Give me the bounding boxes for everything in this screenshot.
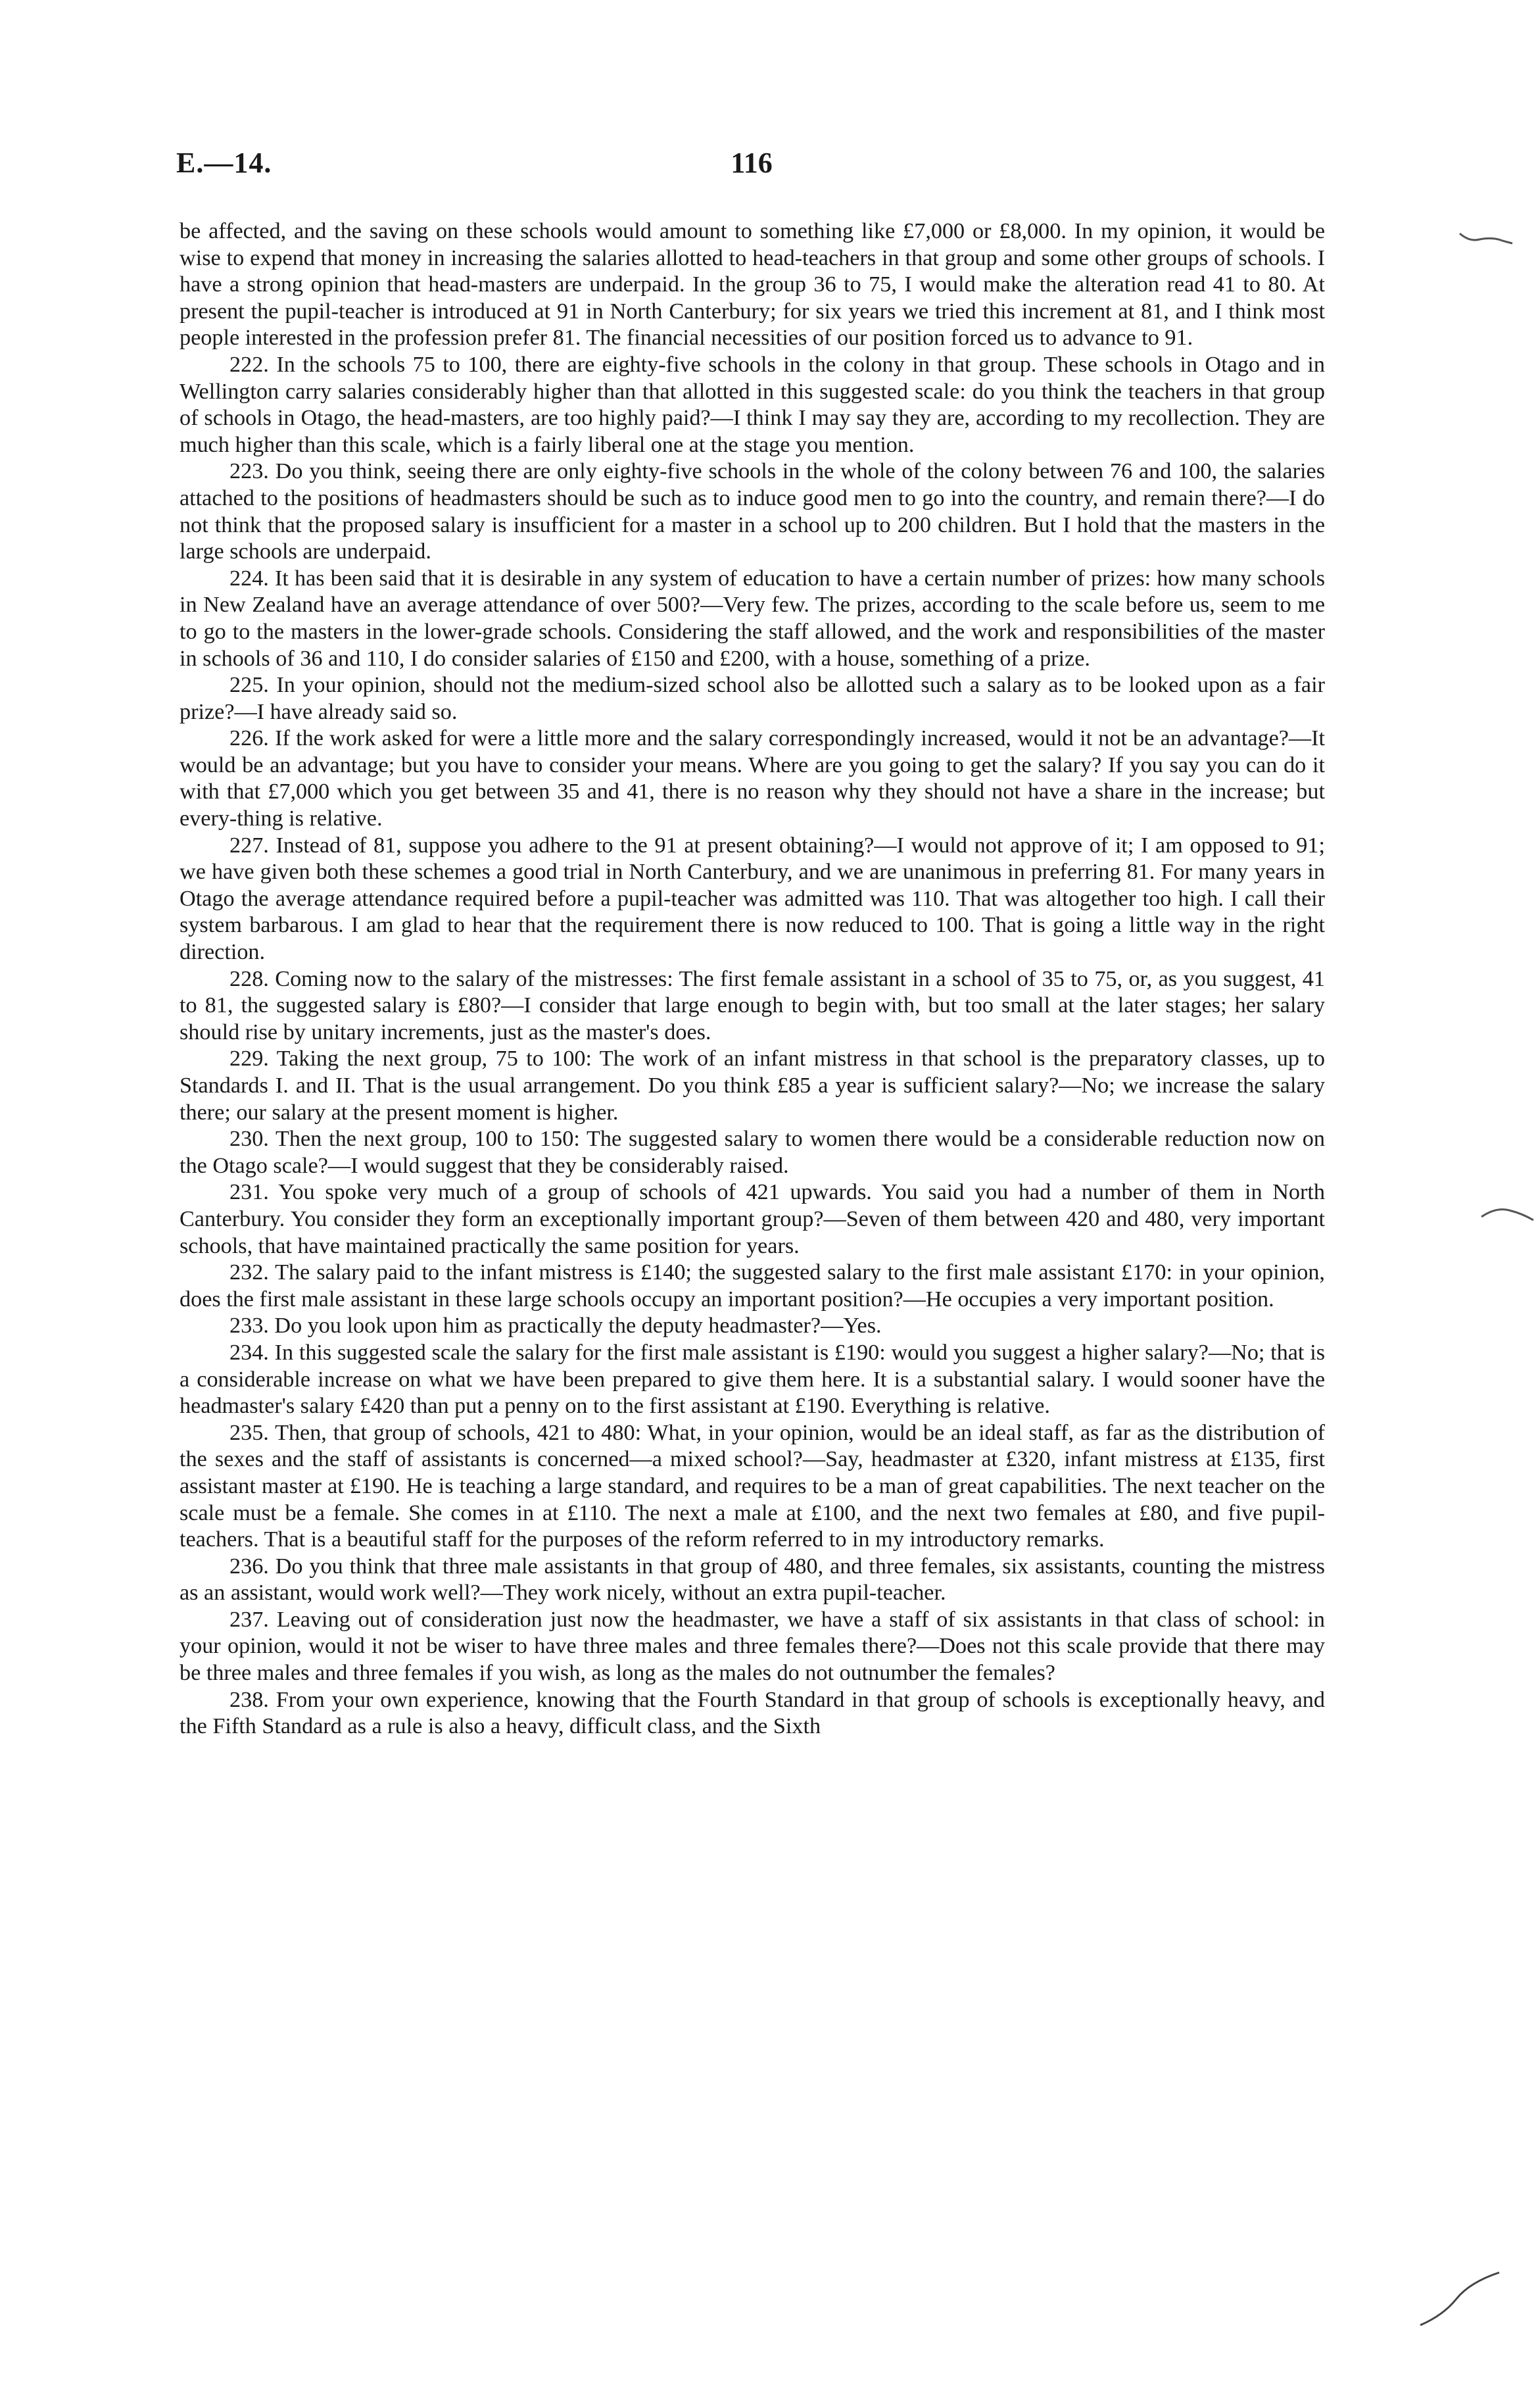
margin-pen-mark bbox=[1479, 1200, 1535, 1227]
question-234 bbox=[180, 1340, 1325, 1420]
paragraph-text: From your own experience, knowing that the Fourth Standard in that group of schools is exceptionally heavy, and the Fifth Standard as a rule is also a heavy, difficult class, and the Sixth bbox=[180, 1687, 1325, 1739]
question-235 bbox=[180, 1420, 1325, 1554]
question-number: 231. bbox=[229, 1180, 269, 1205]
question-number: 233. bbox=[229, 1314, 269, 1339]
question-number: 222. bbox=[229, 352, 269, 377]
question-number: 230. bbox=[229, 1127, 269, 1152]
question-223 bbox=[180, 458, 1325, 565]
question-number: 223. bbox=[229, 459, 269, 484]
paragraph-text: Coming now to the salary of the mistresses: The first female assistant in a school of 35 to 75, or, as you suggest, 41 to 81, the suggested salary is £80?—I consider that large enough to begin with, but too small at the later stages; her salary should rise by unitary increments, just as the master's does. bbox=[180, 966, 1325, 1044]
margin-pen-mark bbox=[1456, 224, 1516, 250]
question-number: 225. bbox=[229, 673, 269, 698]
question-226 bbox=[180, 725, 1325, 832]
question-228 bbox=[180, 966, 1325, 1046]
document-code: E.—14. bbox=[176, 147, 272, 179]
question-227 bbox=[180, 833, 1325, 966]
question-231 bbox=[180, 1179, 1325, 1260]
question-number: 229. bbox=[229, 1046, 269, 1071]
paragraph-text: Instead of 81, suppose you adhere to the 91 at present obtaining?—I would not approve of it; I am opposed to 91; we have given both these schemes a good trial in North Canterbury, and we are unanimous in preferring 81. For many years in Otago the average attendance required before a pupil-teacher was admitted was 110. That was altogether too high. I call their system barbarous. I am glad to hear that the requirement there is now reduced to 100. That is going a little way in the right direction. bbox=[180, 833, 1325, 965]
question-237 bbox=[180, 1607, 1325, 1687]
question-222 bbox=[180, 352, 1325, 458]
paragraph-text: Do you think, seeing there are only eighty-five schools in the whole of the colony between 76 and 100, the salaries attached to the positions of headmasters should be such as to induce good men to go into the country, and remain there?—I do not think that the proposed salary is insufficient for a master in a school up to 200 children. But I hold that the masters in the large schools are underpaid. bbox=[180, 459, 1326, 564]
question-229 bbox=[180, 1046, 1325, 1126]
question-238 bbox=[180, 1687, 1325, 1740]
question-number: 227. bbox=[229, 833, 269, 858]
question-number: 237. bbox=[229, 1607, 269, 1632]
question-233 bbox=[180, 1313, 1325, 1340]
paragraph-text: In the schools 75 to 100, there are eighty-five schools in the colony in that group. These schools in Otago and in Wellington carry salaries considerably higher than that allotted in this suggested scale: do you think the teachers in that group of schools in Otago, the head-masters, are too highly paid?—I think I may say they are, according to my recollection. They are much higher than this scale, which is a fairly liberal one at the stage you mention. bbox=[180, 352, 1325, 457]
question-number: 234. bbox=[229, 1340, 269, 1365]
paragraph-text: It has been said that it is desirable in any system of education to have a certain number of prizes: how many schools in New Zealand have an average attendance of over 500?—Very few. The prizes, according to the scale before us, seem to me to go to the masters in the lower-grade schools. Considering the staff allowed, and the work and responsibilities of the master in schools of 36 and 110, I do consider salaries of £150 and £200, with a house, something of a prize. bbox=[180, 566, 1326, 671]
paragraph-text: You spoke very much of a group of schools of 421 upwards. You said you had a number of them in North Canterbury. You consider they form an exceptionally important group?—Seven of them between 420 and 480, very important schools, that have maintained practically the same position for years. bbox=[180, 1180, 1326, 1258]
question-number: 235. bbox=[229, 1420, 269, 1445]
running-header bbox=[176, 146, 1327, 192]
paragraph-text: If the work asked for were a little more and the salary correspondingly increased, would it not be an advantage?—It would be an advantage; but you have to consider your means. Where are you going to get the salary? If you say you can do it with that £7,000 which you get between 35 and 41, there is no reason why they should not have a share in the increase; but every-thing is relative. bbox=[180, 726, 1325, 831]
question-224 bbox=[180, 566, 1325, 672]
paragraph-continuation bbox=[180, 218, 1325, 352]
paragraph-text: be affected, and the saving on these schools would amount to something like £7,000 or £8,000. In my opinion, it would be wise to expend that money in increasing the salaries allotted to head-teachers in that group and some other groups of schools. I have a strong opinion that head-masters are underpaid. In the group 36 to 75, I would make the alteration read 41 to 80. At present the pupil-teacher is introduced at 91 in North Canterbury; for six years we tried this increment at 81, and I think most people interested in the profession prefer 81. The financial necessities of our position forced us to advance to 91. bbox=[180, 219, 1325, 351]
paragraph-text: In your opinion, should not the medium-sized school also be allotted such a salary as to be looked upon as a fair prize?—I have already said so. bbox=[180, 673, 1325, 724]
question-232 bbox=[180, 1260, 1325, 1313]
paragraph-text: Do you think that three male assistants in that group of 480, and three females, six assistants, counting the mistress as an assistant, would work well?—They work nicely, without an extra pupil-teacher. bbox=[180, 1554, 1325, 1606]
paragraph-text: The salary paid to the infant mistress is £140; the suggested salary to the first male assistant £170: in your opinion, does the first male assistant in these large schools occupy an important position?—He occupies a very important position. bbox=[180, 1260, 1325, 1312]
paragraph-text: Leaving out of consideration just now the headmaster, we have a staff of six assistants in that class of school: in your opinion, would it not be wiser to have three males and three females there?—Does not this scale provide that there may be three males and three females if you wish, as long as the males do not outnumber the females? bbox=[180, 1607, 1325, 1686]
paragraph-text: Then the next group, 100 to 150: The suggested salary to women there would be a considerable reduction now on the Otago scale?—I would suggest that they be considerably raised. bbox=[180, 1127, 1325, 1178]
paragraph-text: Do you look upon him as practically the deputy headmaster?—Yes. bbox=[274, 1314, 882, 1339]
paragraph-text: Then, that group of schools, 421 to 480: What, in your opinion, would be an ideal staff, as far as the distribution of the sexes and the staff of assistants is concerned—a mixed school?—Say, headmaster at £320, infant mistress at £135, first assistant master at £190. He is teaching a large standard, and requires to be a man of great capabilities. The next teacher on the scale must be a female. She comes in at £110. The next a male at £100, and the next two females at £80, and five pupil-teachers. That is a beautiful staff for the purposes of the reform referred to in my introductory remarks. bbox=[180, 1420, 1325, 1552]
paragraph-text: In this suggested scale the salary for the first male assistant is £190: would you suggest a higher salary?—No; that is a considerable increase on what we have been prepared to give them here. It is a substantial salary. I would sooner have the headmaster's salary £420 than put a penny on to the first assistant at £190. Everything is relative. bbox=[180, 1340, 1325, 1419]
question-number: 226. bbox=[229, 726, 269, 751]
question-236 bbox=[180, 1554, 1325, 1607]
question-225 bbox=[180, 672, 1325, 725]
question-230 bbox=[180, 1126, 1325, 1179]
question-number: 236. bbox=[229, 1554, 269, 1579]
question-number: 232. bbox=[229, 1260, 269, 1285]
body-text bbox=[180, 218, 1325, 1740]
question-number: 224. bbox=[229, 566, 269, 591]
question-number: 228. bbox=[229, 966, 269, 991]
paragraph-text: Taking the next group, 75 to 100: The work of an infant mistress in that school is the preparatory classes, up to Standards I. and II. That is the usual arrangement. Do you think £85 a year is sufficient salary?—No; we increase the salary there; our salary at the present moment is higher. bbox=[180, 1046, 1325, 1125]
page-number: 116 bbox=[731, 147, 773, 179]
margin-pen-mark bbox=[1414, 2263, 1506, 2335]
question-number: 238. bbox=[229, 1687, 269, 1712]
